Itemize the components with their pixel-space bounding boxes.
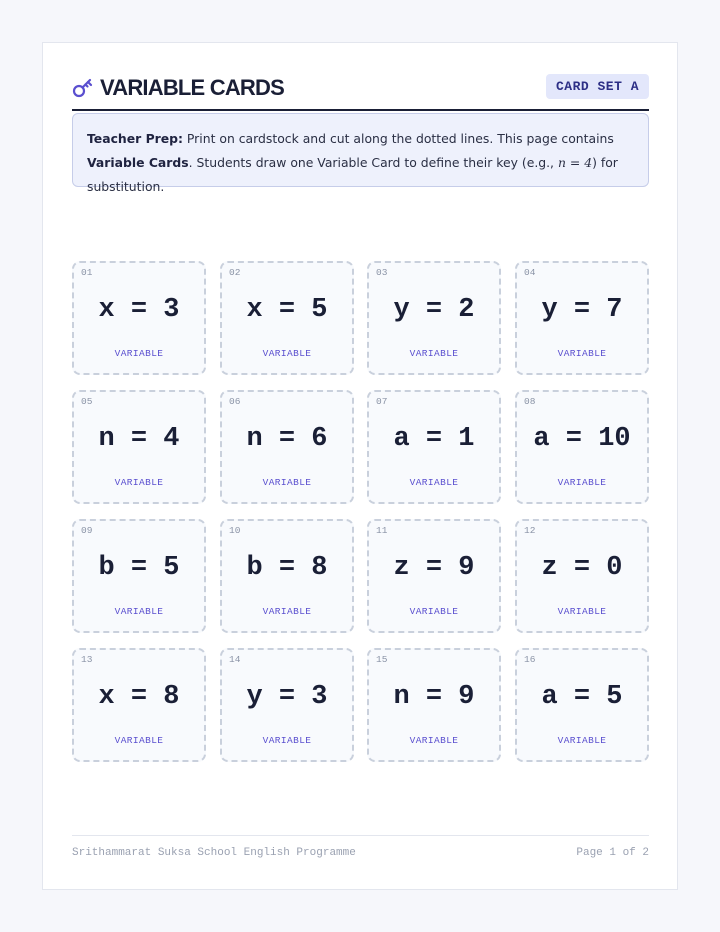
variable-card: [367, 261, 501, 375]
card-number: 04: [524, 267, 536, 278]
card-equation: y = 3: [246, 682, 328, 712]
card-grid: [72, 261, 649, 762]
key-icon: [72, 77, 94, 99]
page-footer: [72, 835, 649, 859]
card-equation: x = 8: [98, 682, 180, 712]
card-equation: n = 4: [98, 424, 180, 454]
card-equation: x = 5: [246, 295, 328, 325]
card-label: VARIABLE: [557, 735, 607, 746]
footer-page-number: Page 1 of 2: [576, 847, 649, 859]
card-equation: y = 2: [393, 295, 475, 325]
card-number: 09: [81, 525, 93, 536]
card-set-badge: CARD SET A: [546, 74, 649, 99]
card-equation: z = 0: [541, 553, 623, 583]
variable-card: [72, 519, 206, 633]
card-number: 05: [81, 396, 93, 407]
card-label: VARIABLE: [409, 606, 459, 617]
card-number: 12: [524, 525, 536, 536]
prep-text-1: Print on cardstock and cut along the dotted lines. This page contains: [182, 131, 614, 146]
variable-card: [515, 261, 649, 375]
variable-card: [367, 519, 501, 633]
page-header: [72, 73, 649, 111]
card-equation: n = 9: [393, 682, 475, 712]
variable-card: [72, 390, 206, 504]
card-equation: n = 6: [246, 424, 328, 454]
title-wrap: [72, 75, 284, 101]
card-equation: a = 1: [393, 424, 475, 454]
card-label: VARIABLE: [409, 735, 459, 746]
variable-card: [367, 648, 501, 762]
prep-math-example: n = 4: [557, 155, 593, 170]
card-label: VARIABLE: [262, 477, 312, 488]
card-label: VARIABLE: [114, 348, 164, 359]
card-number: 15: [376, 654, 388, 665]
variable-card: [220, 261, 354, 375]
prep-bold-term: Variable Cards: [87, 155, 189, 170]
footer-school-name: Srithammarat Suksa School English Programme: [72, 847, 356, 859]
card-number: 01: [81, 267, 93, 278]
card-number: 03: [376, 267, 388, 278]
card-label: VARIABLE: [557, 348, 607, 359]
variable-card: [220, 519, 354, 633]
card-label: VARIABLE: [262, 735, 312, 746]
card-label: VARIABLE: [262, 348, 312, 359]
card-number: 06: [229, 396, 241, 407]
card-equation: a = 10: [533, 424, 631, 454]
card-number: 02: [229, 267, 241, 278]
card-number: 07: [376, 396, 388, 407]
card-number: 16: [524, 654, 536, 665]
variable-card: [72, 261, 206, 375]
card-equation: b = 5: [98, 553, 180, 583]
card-label: VARIABLE: [114, 606, 164, 617]
variable-card: [515, 519, 649, 633]
worksheet-page: [42, 42, 678, 890]
teacher-prep-note: [72, 113, 649, 194]
card-equation: z = 9: [393, 553, 475, 583]
card-label: VARIABLE: [262, 606, 312, 617]
variable-card: [220, 390, 354, 504]
card-number: 10: [229, 525, 241, 536]
card-equation: b = 8: [246, 553, 328, 583]
card-number: 13: [81, 654, 93, 665]
variable-card: [220, 648, 354, 762]
card-label: VARIABLE: [114, 477, 164, 488]
card-label: VARIABLE: [114, 735, 164, 746]
prep-text-3: ) for substitution.: [87, 155, 618, 194]
card-equation: a = 5: [541, 682, 623, 712]
card-equation: x = 3: [98, 295, 180, 325]
card-label: VARIABLE: [557, 606, 607, 617]
card-equation: y = 7: [541, 295, 623, 325]
card-label: VARIABLE: [557, 477, 607, 488]
card-label: VARIABLE: [409, 477, 459, 488]
variable-card: [72, 648, 206, 762]
card-number: 14: [229, 654, 241, 665]
prep-label: Teacher Prep:: [87, 131, 183, 146]
variable-card: [515, 390, 649, 504]
variable-card: [367, 390, 501, 504]
prep-text-2: . Students draw one Variable Card to define their key (e.g.,: [188, 155, 558, 170]
card-label: VARIABLE: [409, 348, 459, 359]
card-number: 11: [376, 525, 388, 536]
variable-card: [515, 648, 649, 762]
page-title: VARIABLE CARDS: [100, 75, 284, 100]
card-number: 08: [524, 396, 536, 407]
